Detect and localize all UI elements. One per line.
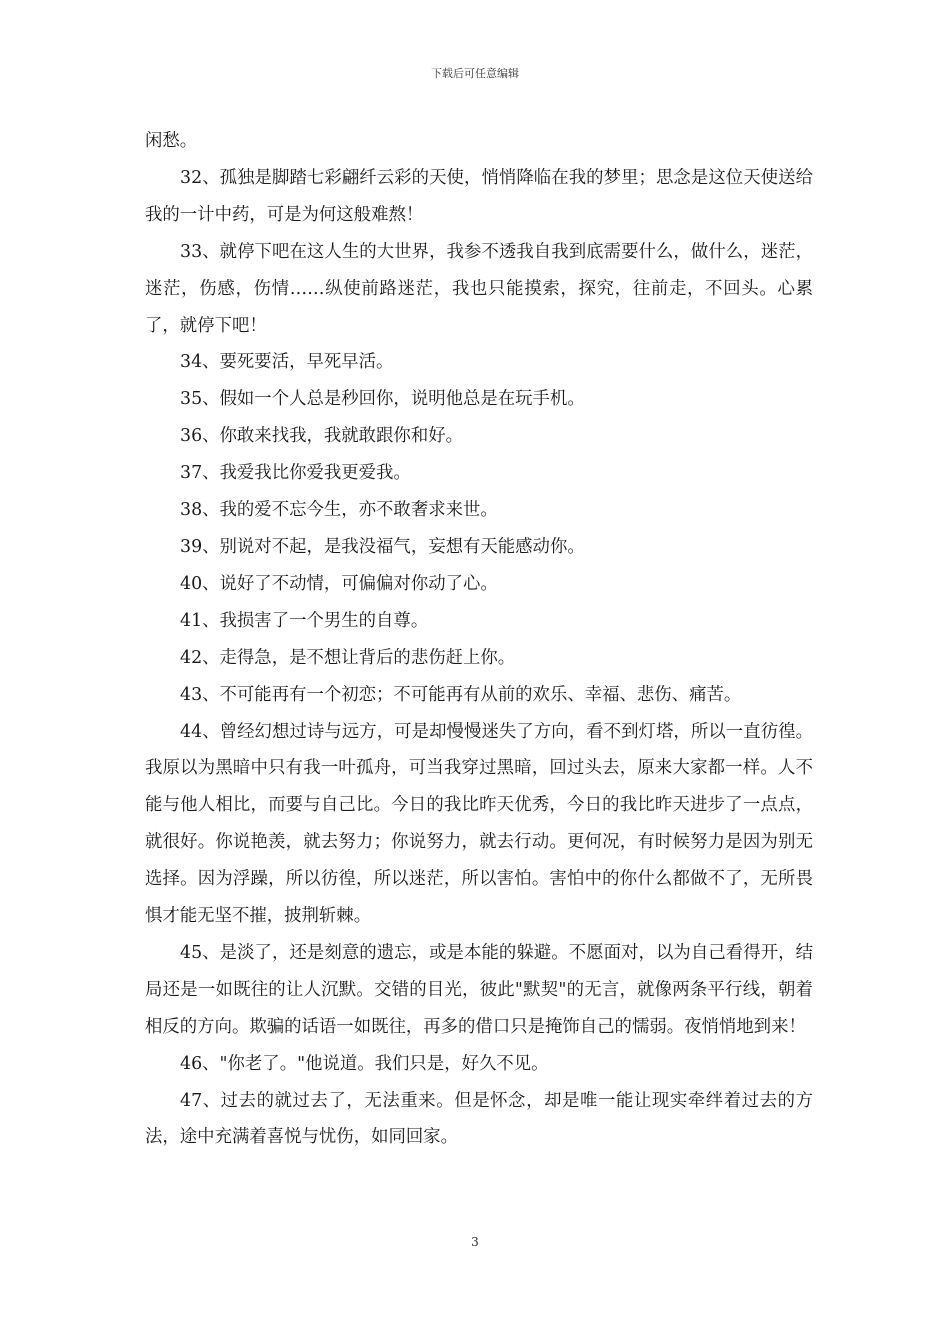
- paragraph-34: 34、要死要活，早死早活。: [180, 352, 394, 373]
- paragraph-36: 36、你敢来找我，我就敢跟你和好。: [180, 426, 463, 447]
- paragraph-42: 42、走得急，是不想让背后的悲伤赶上你。: [180, 647, 516, 668]
- paragraph-46: 46、"你老了。"他说道。我们只是，好久不见。: [180, 1053, 549, 1074]
- paragraph-32: 32、孤独是脚踏七彩翩纤云彩的天使，悄悄降临在我的梦里；思念是这位天使送给我的一计中药，可是为何这般难熬！: [145, 167, 813, 225]
- paragraph-39: 39、别说对不起，是我没福气，妄想有天能感动你。: [180, 536, 585, 557]
- paragraph-43: 43、不可能再有一个初恋；不可能再有从前的欢乐、幸福、悲伤、痛苦。: [180, 684, 742, 705]
- paragraph-33: 33、就停下吧在这人生的大世界，我参不透我自我到底需要什么，做什么，迷茫，迷茫，伤感，伤情……纵使前路迷茫，我也只能摸索，探究，往前走，不回头。心累了，就停下吧！: [145, 241, 813, 336]
- paragraph-45: 45、是淡了，还是刻意的遗忘，或是本能的躲避。不愿面对，以为自己看得开，结局还是一如既往的让人沉默。交错的目光，彼此"默契"的无言，就像两条平行线，朝着相反的方向。欺骗的话语一如既往，再多的借口只是掩饰自己的懦弱。夜悄悄地到来！: [145, 942, 813, 1037]
- document-body: [145, 123, 813, 1156]
- paragraph-37: 37、我爱我比你爱我更爱我。: [180, 463, 411, 484]
- paragraph-40: 40、说好了不动情，可偏偏对你动了心。: [180, 573, 498, 594]
- paragraph-35: 35、假如一个人总是秒回你，说明他总是在玩手机。: [180, 389, 585, 410]
- paragraph-continuation: 闲愁。: [145, 131, 198, 151]
- paragraph-38: 38、我的爱不忘今生，亦不敢奢求来世。: [180, 500, 498, 521]
- paragraph-47: 47、过去的就过去了，无法重来。但是怀念，却是唯一能让现实牵绊着过去的方法，途中充满着喜悦与忧伤，如同回家。: [145, 1090, 813, 1148]
- paragraph-41: 41、我损害了一个男生的自尊。: [180, 610, 429, 631]
- page-number: 3: [471, 1235, 479, 1249]
- paragraph-44: 44、曾经幻想过诗与远方，可是却慢慢迷失了方向，看不到灯塔，所以一直彷徨。我原以为黑暗中只有我一叶孤舟，可当我穿过黑暗，回过头去，原来大家都一样。人不能与他人相比，而要与自己比。今日的我比昨天优秀，今日的我比昨天进步了一点点，就很好。你说艳羡，就去努力；你说努力，就去行动。更何况，有时候努力是因为别无选择。因为浮躁，所以彷徨，所以迷茫，所以害怕。害怕中的你什么都做不了，无所畏惧才能无坚不摧，披荆斩棘。: [145, 721, 813, 927]
- page-header: 下载后可任意编辑: [431, 67, 519, 80]
